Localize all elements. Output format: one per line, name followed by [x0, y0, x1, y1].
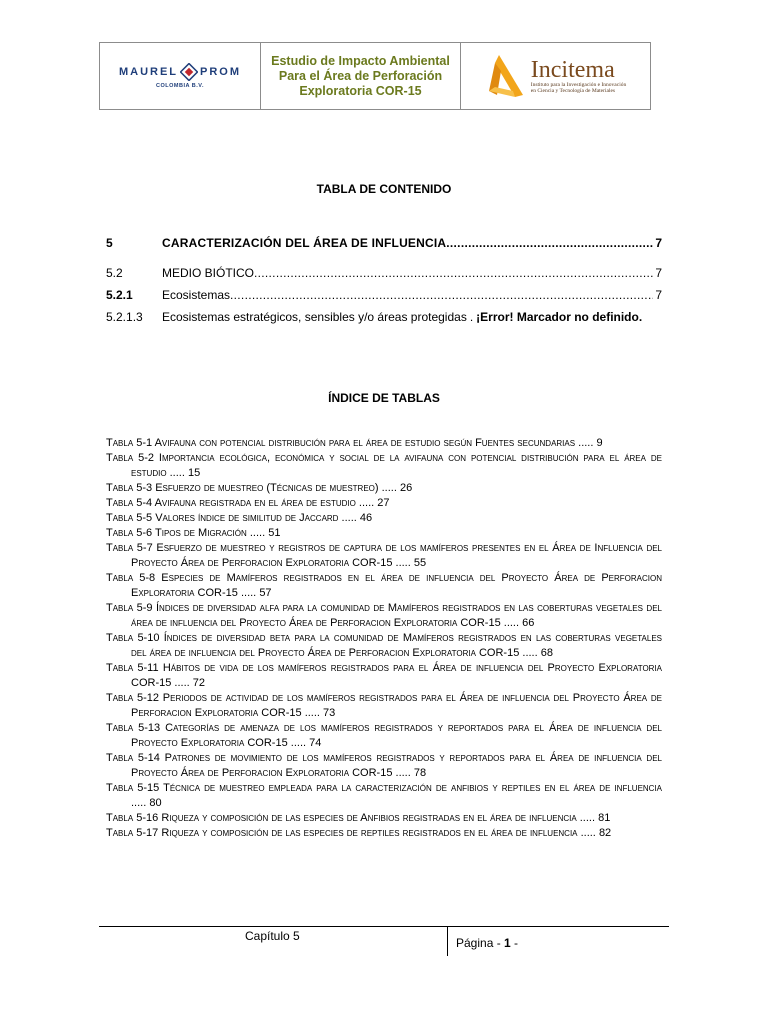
toc-page: 7	[655, 288, 662, 302]
table-caption: Tipos de Migración	[155, 527, 247, 539]
maurel-prom-logo	[100, 43, 261, 109]
table-index-entry[interactable]	[106, 526, 662, 541]
toc-text: MEDIO BIÓTICO	[162, 266, 255, 280]
table-leader: .....	[392, 557, 411, 569]
table-caption: Riqueza y composición de las especies de reptiles registrados en el área de influencia	[161, 827, 578, 839]
table-page: 46	[359, 512, 373, 524]
table-leader: .....	[392, 767, 411, 779]
table-page: 68	[540, 647, 553, 659]
table-label: Tabla 5-5	[106, 512, 153, 524]
table-caption: Valores índice de similitud de Jaccard	[155, 512, 339, 524]
table-leader: .....	[378, 482, 397, 494]
table-page: 57	[259, 587, 272, 599]
table-index-entry[interactable]	[106, 631, 662, 661]
table-label: Tabla 5-2	[106, 452, 154, 464]
table-index-entry[interactable]	[106, 826, 662, 841]
toc-entry[interactable]	[106, 288, 662, 302]
toc-leader: .	[469, 310, 474, 324]
table-index-entry[interactable]	[106, 811, 662, 826]
footer-divider	[99, 926, 669, 927]
table-caption: Patrones de movimiento de los mamíferos registrados y reportados para el Área de influencia del Proyecto Área de Perforacion Exploratoria COR-15	[131, 752, 662, 779]
table-leader: .....	[338, 512, 357, 524]
toc-entry[interactable]	[106, 236, 662, 250]
incitema-subtitle-line: Instituto para la Investigación e Innovación	[530, 82, 627, 88]
table-caption: Avifauna registrada en el área de estudio	[154, 497, 356, 509]
table-label: Tabla 5-14	[106, 752, 160, 764]
incitema-name: Incitema	[530, 57, 615, 83]
table-page: 26	[399, 482, 413, 494]
table-page: 15	[187, 467, 201, 479]
table-page: 73	[323, 707, 336, 719]
toc-number: 5.2	[106, 266, 123, 280]
index-of-tables-heading: ÍNDICE DE TABLAS	[328, 391, 440, 405]
table-label: Tabla 5-4	[106, 497, 153, 509]
table-label: Tabla 5-6	[106, 527, 153, 539]
table-leader: .....	[131, 797, 147, 809]
table-page: 81	[598, 812, 611, 824]
toc-page: 7	[655, 236, 662, 250]
toc-text: Ecosistemas	[162, 288, 231, 302]
page-prefix: Página -	[456, 936, 505, 950]
table-page: 82	[598, 827, 612, 839]
table-label: Tabla 5-15	[106, 782, 160, 794]
table-page: 9	[596, 437, 603, 449]
table-leader: .....	[577, 827, 596, 839]
maurel-text: MAUREL	[118, 66, 179, 78]
footer-separator	[447, 926, 448, 956]
document-header	[99, 42, 651, 110]
toc-text: CARACTERIZACIÓN DEL ÁREA DE INFLUENCIA	[162, 236, 447, 250]
toc-entry[interactable]	[106, 266, 662, 280]
document-title-line: Estudio de Impacto Ambiental	[271, 53, 450, 68]
table-caption: Esfuerzo de muestreo y registros de captura de los mamíferos presentes en el Área de Influencia del Proyecto Área de Perforacion Exploratoria COR-15	[131, 542, 663, 569]
table-index-entry[interactable]	[106, 781, 662, 811]
table-index-entry[interactable]	[106, 721, 662, 751]
table-leader: .....	[575, 437, 594, 449]
page-suffix: -	[510, 936, 519, 950]
table-leader: .....	[576, 812, 596, 824]
toc-heading: TABLA DE CONTENIDO	[316, 182, 452, 196]
toc-text: Ecosistemas estratégicos, sensibles y/o áreas protegidas	[162, 310, 467, 324]
toc-error-page: ¡Error! Marcador no definido.	[476, 310, 643, 324]
document-title-line: Exploratoria COR-15	[299, 83, 422, 98]
table-index-entry[interactable]	[106, 571, 662, 601]
table-index-entry[interactable]	[106, 661, 662, 691]
table-index-entry[interactable]	[106, 541, 662, 571]
incitema-logo	[461, 43, 650, 109]
table-page: 74	[309, 737, 322, 749]
table-label: Tabla 5-9	[106, 602, 153, 614]
table-caption: Hábitos de vida de los mamíferos registrados para el Área de influencia del Proyecto Exploratoria COR-15	[131, 662, 662, 689]
table-label: Tabla 5-8	[106, 572, 156, 584]
table-caption: Especies de Mamíferos registrados en el área de influencia del Proyecto Área de Perforacion Exploratoria COR-15	[131, 572, 662, 599]
incitema-subtitle-line: en Ciencia y Tecnología de Materiales	[530, 88, 616, 94]
table-leader: .....	[287, 737, 307, 749]
toc-leader	[446, 236, 653, 250]
table-label: Tabla 5-1	[106, 437, 153, 449]
table-leader: .....	[519, 647, 538, 659]
table-index-entry[interactable]	[106, 496, 662, 511]
table-page: 27	[377, 497, 390, 509]
table-index-entry[interactable]	[106, 511, 662, 526]
toc-number: 5.2.1	[106, 288, 133, 302]
table-page: 51	[268, 527, 281, 539]
table-index-entry[interactable]	[106, 451, 662, 481]
table-index-entry[interactable]	[106, 601, 662, 631]
table-label: Tabla 5-12	[106, 692, 159, 704]
maurel-subtitle: COLOMBIA B.V.	[156, 83, 204, 89]
table-page: 72	[192, 677, 205, 689]
table-label: Tabla 5-11	[106, 662, 159, 674]
page-number: 1	[504, 936, 511, 950]
table-page: 80	[149, 797, 162, 809]
table-caption: Avifauna con potencial distribución para el área de estudio según Fuentes secundarias	[154, 437, 576, 449]
table-caption: Índices de diversidad alfa para la comunidad de Mamíferos registrados en las coberturas vegetales del área de influencia del Proyecto Área de Perforacion Exploratoria COR-15	[131, 602, 662, 629]
table-leader: .....	[171, 677, 190, 689]
toc-leader	[230, 288, 653, 302]
table-leader: .....	[237, 587, 257, 599]
incitema-emblem-icon	[485, 51, 527, 101]
toc-leader	[254, 266, 653, 280]
toc-page: 7	[655, 266, 662, 280]
table-caption: Importancia ecológica, económica y social de la avifauna con potencial distribución para el área de estudio	[131, 452, 662, 479]
table-index-entry[interactable]	[106, 751, 662, 781]
table-leader: .....	[500, 617, 520, 629]
document-title-line: Para el Área de Perforación	[278, 68, 443, 83]
table-label: Tabla 5-3	[106, 482, 153, 494]
table-index-list	[106, 436, 662, 841]
table-index-entry[interactable]	[106, 691, 662, 721]
table-leader: .....	[301, 707, 320, 719]
table-label: Tabla 5-17	[106, 827, 159, 839]
footer-page-number	[456, 936, 518, 950]
toc-number: 5.2.1.3	[106, 310, 143, 324]
table-label: Tabla 5-7	[106, 542, 153, 554]
table-leader: .....	[166, 467, 185, 479]
document-title-block	[261, 43, 461, 109]
footer-chapter: Capítulo 5	[245, 929, 300, 943]
table-caption: Riqueza y composición de las especies de Anfibios registradas en el área de influencia	[161, 812, 577, 824]
table-caption: Esfuerzo de muestreo (Técnicas de muestreo)	[155, 482, 379, 494]
table-caption: Técnica de muestreo empleada para la caracterización de anfibios y reptiles en el área de influencia	[163, 782, 663, 794]
table-page: 78	[413, 767, 427, 779]
table-caption: Índices de diversidad beta para la comunidad de Mamíferos registrados en las coberturas vegetales del área de influencia del Proyecto Área de Perforacion Exploratoria COR-15	[131, 632, 662, 659]
maurel-prom-emblem-icon	[180, 63, 198, 81]
table-label: Tabla 5-10	[106, 632, 160, 644]
table-caption: Periodos de actividad de los mamíferos registrados para el Área de influencia del Proyecto Área de Perforacion Exploratoria COR-15	[131, 692, 663, 719]
prom-text: PROM	[200, 66, 242, 78]
table-page: 66	[522, 617, 535, 629]
table-page: 55	[413, 557, 427, 569]
toc-number: 5	[106, 236, 113, 250]
toc-entry[interactable]	[106, 310, 662, 324]
table-label: Tabla 5-16	[106, 812, 159, 824]
table-caption: Categorías de amenaza de los mamíferos registrados y reportados para el Área de influencia del Proyecto Exploratoria COR-15	[131, 722, 662, 749]
table-index-entry[interactable]	[106, 481, 662, 496]
table-label: Tabla 5-13	[106, 722, 161, 734]
table-index-entry[interactable]	[106, 436, 662, 451]
table-leader: .....	[355, 497, 375, 509]
table-leader: .....	[246, 527, 266, 539]
